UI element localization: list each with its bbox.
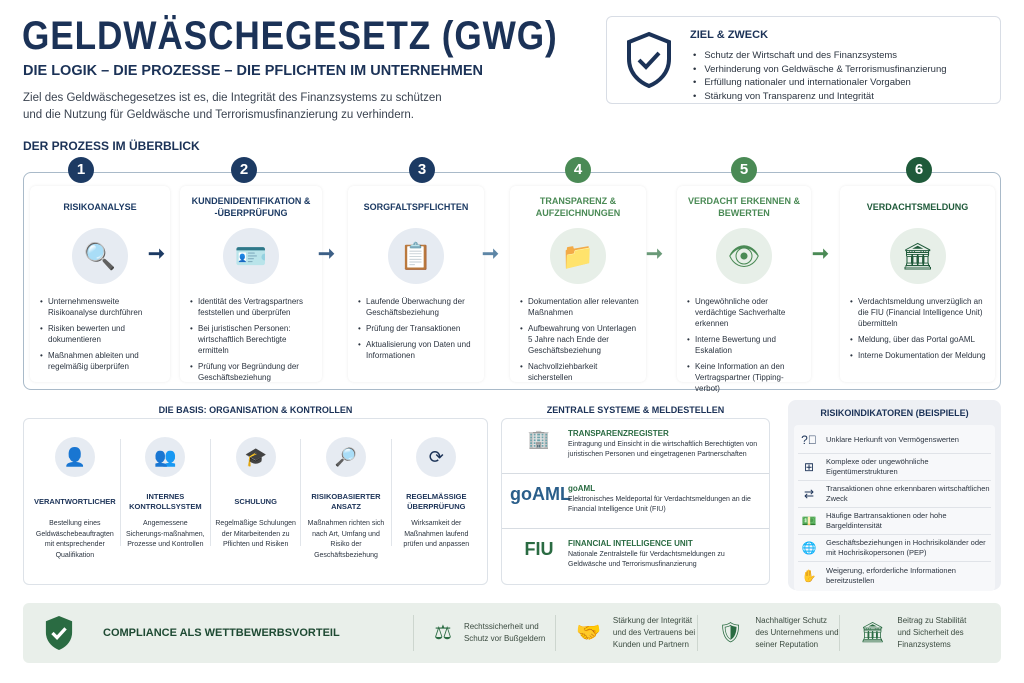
step-item: • Risiken bewerten und dokumentieren: [40, 323, 164, 345]
step-title: SORGFALTSPFLICHTEN: [363, 202, 469, 212]
basis-item-text: Wirksamkeit der Maßnahmen laufend prüfen und anpassen: [403, 520, 470, 548]
basis-item-title: REGELMÄSSIGE ÜBERPRÜFUNG: [406, 492, 467, 511]
benefit-item: [555, 615, 697, 651]
person-icon: 👤: [55, 437, 95, 477]
building-icon: 🏢: [527, 429, 551, 449]
basis-item: [301, 439, 391, 559]
risk-indicator: [798, 427, 991, 454]
system-item: [502, 529, 769, 584]
step-item: • Interne Bewertung und Eskalation: [687, 334, 805, 356]
arrow-right-icon: ➞: [646, 243, 663, 265]
zentral-title: ZENTRALE SYSTEME & MELDESTELLEN: [546, 405, 725, 415]
risk-indicator: [798, 562, 991, 589]
basis-item-title: INTERNES KONTROLLSYSTEM: [129, 492, 202, 511]
clipboard-icon: 📋: [388, 228, 444, 284]
benefit-text: Stärkung der Integrität und des Vertrauens bei Kunden und Partnern: [612, 616, 696, 649]
id-card-icon: 🪪: [223, 228, 279, 284]
step-item: • Maßnahmen ableiten und regelmäßig überprüfen: [40, 350, 164, 372]
step-number: 6: [906, 157, 932, 183]
risk-indicator: [798, 535, 991, 562]
benefit-text: Rechtssicherheit und Schutz vor Bußgeldern: [463, 622, 546, 643]
process-step: [348, 186, 484, 382]
step-item: • Ungewöhnliche oder verdächtige Sachverhalte erkennen: [687, 296, 805, 329]
ziel-item: • Erfüllung nationaler und internationaler Vorgaben: [693, 76, 947, 90]
step-number: 1: [68, 157, 94, 183]
risk-indicator: [798, 454, 991, 481]
benefit-item: [839, 615, 981, 651]
step-item: • Aktualisierung von Daten und Informationen: [358, 339, 478, 361]
handshake-icon: 🤝: [576, 622, 601, 644]
basis-item-text: Regelmäßige Schulungen der Mitarbeitenden zu Pflichten und Risiken: [215, 520, 296, 548]
basis-item: [121, 439, 211, 546]
process-step: [840, 186, 995, 382]
step-item: • Prüfung vor Begründung der Geschäftsbeziehung: [190, 361, 316, 383]
system-logo: FIU: [524, 539, 554, 559]
risk-indicator: [798, 508, 991, 535]
question-icon: ?⃝: [801, 433, 817, 447]
system-text: Elektronisches Meldeportal für Verdachtsmeldungen an die Financial Intelligence Unit (FIU): [568, 496, 751, 513]
hierarchy-icon: ⊞: [803, 460, 815, 474]
ziel-panel: [606, 16, 1001, 104]
step-number: 2: [231, 157, 257, 183]
system-title: FINANCIAL INTELLIGENCE UNIT: [568, 539, 693, 548]
step-title: RISIKOANALYSE: [63, 202, 137, 212]
step-item: • Identität des Vertragspartners feststellen und überprüfen: [190, 296, 316, 318]
arrow-right-icon: ➞: [318, 243, 335, 265]
step-item: • Meldung, über das Portal goAML: [850, 334, 989, 345]
system-item: [502, 474, 769, 529]
benefit-item: [697, 615, 839, 651]
process-step: [180, 186, 322, 382]
risk-indicators-panel: [788, 400, 1001, 590]
bank-icon: 🏛: [860, 622, 886, 644]
arrow-right-icon: ➞: [148, 243, 165, 265]
basis-panel: [23, 418, 488, 585]
step-item: • Aufbewahrung von Unterlagen 5 Jahre nach Ende der Geschäftsbeziehung: [520, 323, 640, 356]
scales-icon: ⚖: [434, 622, 452, 644]
process-step: [30, 186, 170, 382]
step-number: 3: [409, 157, 435, 183]
step-item: • Keine Information an den Vertragspartner (Tipping-verbot): [687, 361, 805, 394]
page-title: GELDWÄSCHEGESETZ (GWG): [22, 14, 558, 58]
benefit-text: Beitrag zu Stabilität und Sicherheit des Finanzsystems: [897, 616, 967, 649]
system-text: Eintragung und Einsicht in die wirtschaftlich Berechtigten von juristischen Personen und eingetragenen Partnerschaften: [568, 441, 758, 458]
ziel-title: ZIEL & ZWECK: [690, 29, 769, 41]
compliance-bar: [23, 603, 1001, 663]
zentral-panel: [501, 418, 770, 585]
risk-title: RISIKOINDIKATOREN (BEISPIELE): [820, 408, 969, 418]
step-item: • Laufende Überwachung der Geschäftsbeziehung: [358, 296, 478, 318]
risk-text: Komplexe oder ungewöhnliche Eigentümerstrukturen: [826, 457, 929, 476]
basis-title: DIE BASIS: ORGANISATION & KONTROLLEN: [158, 405, 353, 415]
magnifier-icon: 🔍: [72, 228, 128, 284]
basis-item: [30, 439, 121, 559]
system-text: Nationale Zentralstelle für Verdachtsmeldungen zu Geldwäsche und Terrorismusfinanzierung: [568, 551, 725, 568]
compliance-title: COMPLIANCE ALS WETTBEWERBSVORTEIL: [103, 626, 340, 639]
risk-text: Unklare Herkunft von Vermögenswerten: [826, 435, 959, 444]
shield-check-icon: [625, 31, 673, 89]
system-title: goAML: [568, 484, 596, 493]
step-item: • Interne Dokumentation der Meldung: [850, 350, 989, 361]
basis-item-title: SCHULUNG: [234, 497, 277, 506]
cash-icon: 💵: [801, 514, 817, 528]
step-item: • Nachvollziehbarkeit sicherstellen: [520, 361, 640, 383]
risk-text: Häufige Bartransaktionen oder hohe Bargeldintensität: [826, 511, 947, 530]
system-title: TRANSPARENZREGISTER: [568, 429, 669, 438]
document-search-icon: 🔎: [326, 437, 366, 477]
risk-text: Geschäftsbeziehungen in Hochrisikoländer oder mit Hochrisikopersonen (PEP): [826, 538, 986, 557]
intro-text: Ziel des Geldwäschegesetzes ist es, die Integrität des Finanzsystems zu schützen und die Nutzung für Geldwäsche und Terrorismusfinanzierung zu verhindern.: [23, 92, 442, 121]
step-item: • Unternehmensweite Risikoanalyse durchführen: [40, 296, 164, 318]
risk-text: Transaktionen ohne erkennbaren wirtschaftlichen Zweck: [826, 484, 990, 503]
eye-icon: 👁: [716, 228, 772, 284]
risk-text: Weigerung, erforderliche Informationen bereitzustellen: [826, 565, 956, 585]
step-number: 5: [731, 157, 757, 183]
folder-icon: 📁: [550, 228, 606, 284]
basis-item-text: Maßnahmen richten sich nach Art, Umfang und Risiko der Geschäftsbeziehung: [307, 520, 385, 559]
step-item: • Verdachtsmeldung unverzüglich an die FIU (Financial Intelligence Unit) übermitteln: [850, 296, 989, 329]
step-title: VERDACHT ERKENNEN & BEWERTEN: [687, 196, 800, 218]
step-title: VERDACHTSMELDUNG: [866, 202, 969, 212]
arrow-right-icon: ➞: [482, 243, 499, 265]
benefit-item: [413, 615, 555, 651]
refresh-icon: ⟳: [416, 437, 456, 477]
basis-item-text: Bestellung eines Geldwäschebeauftragten mit entsprechender Qualifikation: [35, 520, 114, 559]
basis-item-title: RISIKOBASIERTER ANSATZ: [311, 492, 381, 511]
risk-indicator: [798, 481, 991, 508]
shield-check-icon: [43, 614, 75, 652]
process-heading: DER PROZESS IM ÜBERBLICK: [23, 139, 200, 153]
step-number: 4: [565, 157, 591, 183]
system-item: [502, 419, 769, 474]
basis-item: [211, 439, 301, 546]
exchange-arrows-icon: ⇄: [803, 487, 815, 501]
team-icon: 👥: [145, 437, 185, 477]
arrow-right-icon: ➞: [812, 243, 829, 265]
hand-stop-icon: ✋: [801, 568, 817, 583]
process-step: [677, 186, 811, 393]
ziel-item: • Stärkung von Transparenz und Integrität: [693, 90, 947, 104]
step-item: • Dokumentation aller relevanten Maßnahmen: [520, 296, 640, 318]
basis-item-text: Angemessene Sicherungs-maßnahmen, Prozesse und Kontrollen: [126, 520, 205, 548]
basis-item-title: VERANTWORTLICHER: [34, 497, 116, 506]
system-logo: goAML: [510, 484, 571, 504]
process-step: [510, 186, 646, 382]
step-title: KUNDENIDENTIFIKATION & -ÜBERPRÜFUNG: [191, 196, 311, 218]
shield-check-icon: 🛡: [718, 622, 744, 644]
step-item: • Prüfung der Transaktionen: [358, 323, 478, 334]
step-title: TRANSPARENZ & AUFZEICHNUNGEN: [535, 196, 621, 218]
basis-item: [392, 439, 481, 546]
bank-icon: 🏛: [890, 228, 946, 284]
ziel-item: • Verhinderung von Geldwäsche & Terrorismusfinanzierung: [693, 63, 947, 77]
ziel-item: • Schutz der Wirtschaft und des Finanzsystems: [693, 49, 947, 63]
benefit-text: Nachhaltiger Schutz des Unternehmens und seiner Reputation: [755, 616, 839, 649]
page-subtitle: DIE LOGIK – DIE PROZESSE – DIE PFLICHTEN IM UNTERNEHMEN: [23, 63, 484, 79]
globe-icon: 🌐: [801, 541, 817, 555]
graduation-cap-icon: 🎓: [236, 437, 276, 477]
step-item: • Bei juristischen Personen: wirtschaftlich Berechtigte ermitteln: [190, 323, 316, 356]
